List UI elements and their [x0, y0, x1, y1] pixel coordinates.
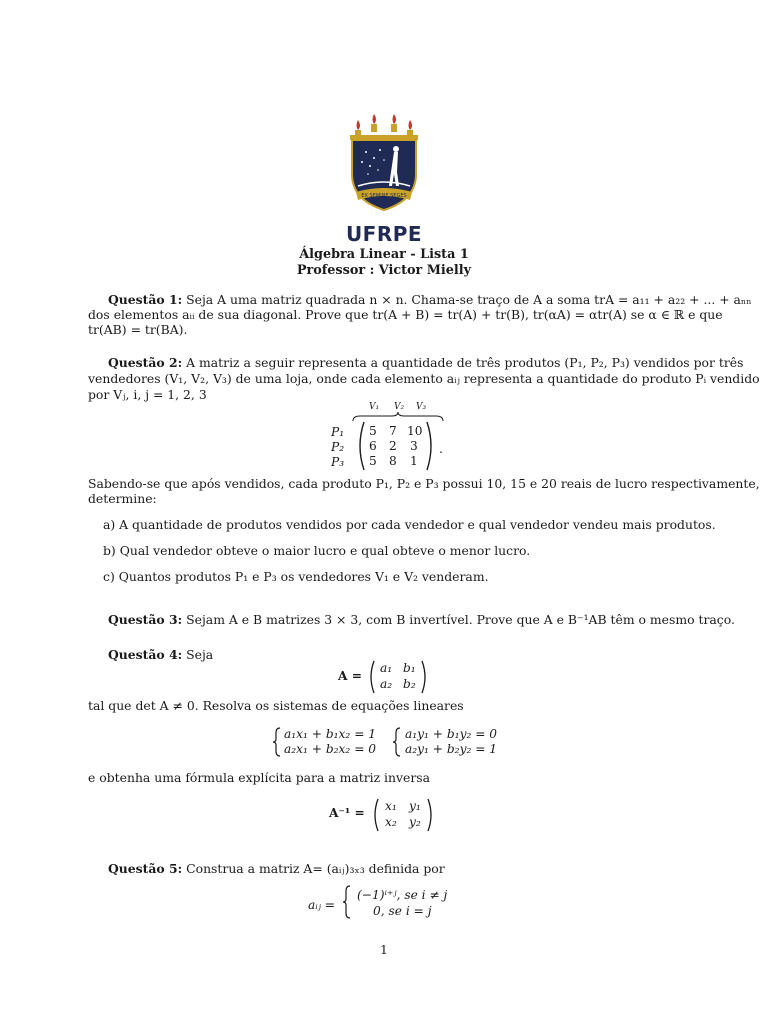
matrix-cell: 8 — [389, 454, 397, 468]
matrix-cell: 1 — [410, 454, 418, 468]
q5-label: Questão 5: — [108, 861, 183, 876]
col-head: V₁ — [369, 402, 380, 412]
q5-wrap — [108, 861, 445, 877]
page-number: 1 — [380, 942, 388, 957]
matrix-cell: 2 — [389, 439, 397, 453]
equation: a₂y₁ + b₂y₂ = 1 — [405, 742, 498, 756]
q2-after1: Sabendo-se que após vendidos, cada produto P₁, P₂ e P₃ possui 10, 15 e 20 reais de lucro respectivamente, — [88, 476, 760, 491]
professor-line: Professor : Victor Mielly — [296, 263, 472, 278]
q2-after2: determine: — [88, 491, 157, 506]
piecewise-lhs: aᵢⱼ = — [308, 898, 336, 912]
q4-then: e obtenha uma fórmula explícita para a matriz inversa — [88, 770, 430, 785]
piecewise-case: 0, se i = j — [373, 904, 432, 918]
right-paren-icon — [425, 421, 437, 471]
matrix-cell: 10 — [407, 424, 423, 438]
equation: a₂x₁ + b₂x₂ = 0 — [284, 742, 377, 756]
q1-line3: tr(AB) = tr(BA). — [88, 322, 188, 337]
matrix-cell: y₁ — [409, 799, 421, 813]
q1-line1-wrap — [108, 292, 752, 308]
left-paren-icon — [370, 798, 380, 832]
equation: a₁y₁ + b₁y₂ = 0 — [405, 727, 498, 741]
q4-label: Questão 4: — [108, 647, 183, 662]
ufrpe-logo — [344, 112, 424, 262]
matrix-cell: y₂ — [409, 815, 421, 829]
q4-intro: Seja — [186, 647, 214, 662]
equation: a₁x₁ + b₁x₂ = 1 — [284, 727, 377, 741]
row-head: P₃ — [331, 455, 345, 469]
matrix-cell: x₂ — [385, 815, 397, 829]
piecewise-case: (−1)ⁱ⁺ʲ, se i ≠ j — [357, 888, 448, 902]
logo-motto: EX SEMINE SEGES — [361, 193, 407, 199]
q5-text: Construa a matriz A= (aᵢⱼ)₃ₓ₃ definida por — [186, 861, 445, 876]
matrix-cell: 7 — [389, 424, 397, 438]
q2-line3: por Vⱼ, i, j = 1, 2, 3 — [88, 387, 207, 402]
q1-label: Questão 1: — [108, 292, 183, 307]
matrix-cell: 6 — [369, 439, 377, 453]
row-head: P₁ — [331, 425, 345, 439]
right-paren-icon — [426, 798, 436, 832]
matrix-cell: 5 — [369, 454, 377, 468]
q3-wrap — [108, 612, 735, 628]
logo-text: UFRPE — [345, 222, 423, 246]
right-paren-icon — [420, 660, 430, 694]
q4-intro-wrap — [108, 647, 213, 663]
q2-line2: vendedores (V₁, V₂, V₃) de uma loja, onde cada elemento aᵢⱼ representa a quantidade do produto Pᵢ vendido — [88, 371, 760, 386]
ufrpe-crest-icon — [344, 112, 424, 217]
q4-cond: tal que det A ≠ 0. Resolva os sistemas de equações lineares — [88, 698, 464, 713]
inverse-name: A⁻¹ = — [329, 806, 365, 820]
col-head: V₃ — [416, 402, 427, 412]
q2-line1-wrap — [108, 355, 743, 371]
matrix-cell: 5 — [369, 424, 377, 438]
matrix-cell: a₁ — [380, 661, 393, 675]
q3-label: Questão 3: — [108, 612, 183, 627]
matrix-period: . — [439, 442, 443, 456]
left-brace-icon — [272, 727, 282, 757]
q3-text: Sejam A e B matrizes 3 × 3, com B invertível. Prove que A e B⁻¹AB têm o mesmo traço. — [186, 612, 735, 627]
matrix-cell: x₁ — [385, 799, 397, 813]
matrix-cell: a₂ — [380, 677, 393, 691]
matrix-a-name: A = — [338, 669, 362, 683]
left-paren-icon — [354, 421, 366, 471]
left-brace-icon — [392, 727, 402, 757]
q1-line1: Seja A uma matriz quadrada n × n. Chama-se traço de A a soma trA = a₁₁ + a₂₂ + ... + aₙₙ — [186, 292, 752, 307]
matrix-cell: 3 — [410, 439, 418, 453]
q2-item-b: b) Qual vendedor obteve o maior lucro e qual obteve o menor lucro. — [103, 543, 531, 558]
page-title: Álgebra Linear - Lista 1 — [299, 247, 469, 262]
left-paren-icon — [366, 660, 376, 694]
q2-item-a: a) A quantidade de produtos vendidos por cada vendedor e qual vendedor vendeu mais produtos. — [103, 517, 716, 532]
row-head: P₂ — [331, 440, 345, 454]
q1-line2: dos elementos aᵢᵢ de sua diagonal. Prove que tr(A + B) = tr(A) + tr(B), tr(αA) = αtr(A) se α ∈ ℝ e que — [88, 307, 723, 322]
q2-item-c: c) Quantos produtos P₁ e P₃ os vendedores V₁ e V₂ venderam. — [103, 569, 489, 584]
left-brace-icon — [342, 885, 352, 919]
matrix-cell: b₁ — [403, 661, 416, 675]
q2-label: Questão 2: — [108, 355, 183, 370]
matrix-cell: b₂ — [403, 677, 416, 691]
q2-line1: A matriz a seguir representa a quantidade de três produtos (P₁, P₂, P₃) vendidos por três — [186, 355, 744, 370]
col-head: V₂ — [394, 402, 405, 412]
